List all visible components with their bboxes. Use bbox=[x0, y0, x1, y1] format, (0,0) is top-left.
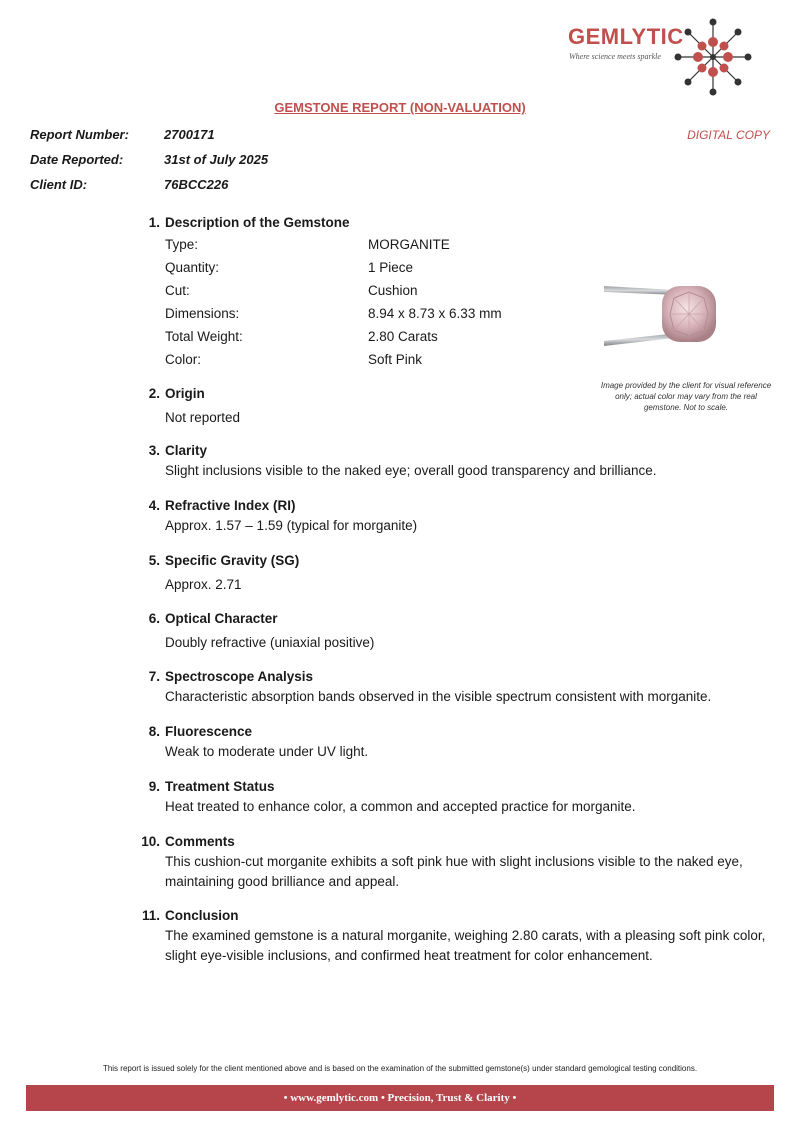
section-title: Treatment Status bbox=[165, 779, 275, 794]
meta-value: 31st of July 2025 bbox=[164, 152, 269, 167]
section-body: Characteristic absorption bands observed in the visible spectrum consistent with morganite. bbox=[165, 689, 712, 704]
section-number: 9. bbox=[148, 779, 160, 794]
section-body: Doubly refractive (uniaxial positive) bbox=[165, 635, 375, 650]
property-label: Type: bbox=[165, 237, 199, 252]
property-label: Color: bbox=[165, 352, 202, 367]
section-body: Approx. 2.71 bbox=[165, 577, 242, 592]
property-value: 8.94 x 8.73 x 6.33 mm bbox=[368, 306, 502, 321]
property-label: Dimensions: bbox=[165, 306, 240, 321]
meta-label: Report Number: bbox=[30, 127, 129, 142]
section-number: 1. bbox=[148, 215, 160, 230]
section-number: 3. bbox=[148, 443, 160, 458]
gemstone-photo bbox=[604, 262, 776, 360]
section-number: 2. bbox=[148, 386, 160, 401]
section-number: 10. bbox=[141, 834, 160, 849]
section-title: Conclusion bbox=[165, 908, 239, 923]
section-body: Weak to moderate under UV light. bbox=[165, 744, 369, 759]
property-label: Quantity: bbox=[165, 260, 220, 275]
property-value: 2.80 Carats bbox=[368, 329, 438, 344]
property-value: Cushion bbox=[368, 283, 418, 298]
meta-value: 76BCC226 bbox=[164, 177, 229, 192]
footer-bar: • www.gemlytic.com • Precision, Trust & Clarity • bbox=[26, 1085, 774, 1111]
section-body: Heat treated to enhance color, a common and accepted practice for morganite. bbox=[165, 799, 636, 814]
section-number: 4. bbox=[148, 498, 160, 513]
property-label: Total Weight: bbox=[165, 329, 243, 344]
digital-copy-label: DIGITAL COPY bbox=[687, 128, 770, 142]
brand-name: GEMLYTIC bbox=[568, 24, 684, 49]
section-title: Description of the Gemstone bbox=[165, 215, 350, 230]
section-title: Fluorescence bbox=[165, 724, 253, 739]
molecule-logo-icon bbox=[670, 14, 756, 100]
section-number: 6. bbox=[148, 611, 160, 626]
footer-disclaimer: This report is issued solely for the client mentioned above and is based on the examination of the submitted gemstone(s) under standard gemological testing conditions. bbox=[102, 1064, 698, 1073]
section-body: Slight inclusions visible to the naked eye; overall good transparency and brilliance. bbox=[165, 463, 657, 478]
property-label: Cut: bbox=[165, 283, 190, 298]
section-number: 7. bbox=[148, 669, 160, 684]
report-title: GEMSTONE REPORT (NON-VALUATION) bbox=[274, 100, 526, 115]
section-body: Not reported bbox=[165, 410, 241, 425]
section-title: Comments bbox=[165, 834, 235, 849]
property-value: MORGANITE bbox=[368, 237, 450, 252]
meta-value: 2700171 bbox=[164, 127, 215, 142]
brand-logo bbox=[566, 14, 776, 100]
section-body: This cushion-cut morganite exhibits a soft pink hue with slight inclusions visible to the naked eye, maintaining good brilliance and appeal. bbox=[165, 854, 743, 889]
section-body: Approx. 1.57 – 1.59 (typical for morganite) bbox=[165, 518, 418, 533]
section-number: 11. bbox=[141, 908, 160, 923]
meta-label: Client ID: bbox=[30, 177, 88, 192]
section-title: Specific Gravity (SG) bbox=[165, 553, 300, 568]
image-caption: Image provided by the client for visual reference only; actual color may vary from the real gemstone. Not to scale. bbox=[600, 381, 772, 412]
brand-tagline: Where science meets sparkle bbox=[569, 52, 661, 61]
section-title: Refractive Index (RI) bbox=[165, 498, 296, 513]
section-title: Spectroscope Analysis bbox=[165, 669, 314, 684]
meta-label: Date Reported: bbox=[30, 152, 124, 167]
property-value: Soft Pink bbox=[368, 352, 423, 367]
section-title: Optical Character bbox=[165, 611, 278, 626]
property-value: 1 Piece bbox=[368, 260, 414, 275]
section-title: Clarity bbox=[165, 443, 208, 458]
section-title: Origin bbox=[165, 386, 205, 401]
section-number: 8. bbox=[148, 724, 160, 739]
section-number: 5. bbox=[148, 553, 160, 568]
section-body: The examined gemstone is a natural morganite, weighing 2.80 carats, with a pleasing soft pink color, slight eye-visible inclusions, and confirmed heat treatment for color enhancement. bbox=[165, 928, 766, 963]
